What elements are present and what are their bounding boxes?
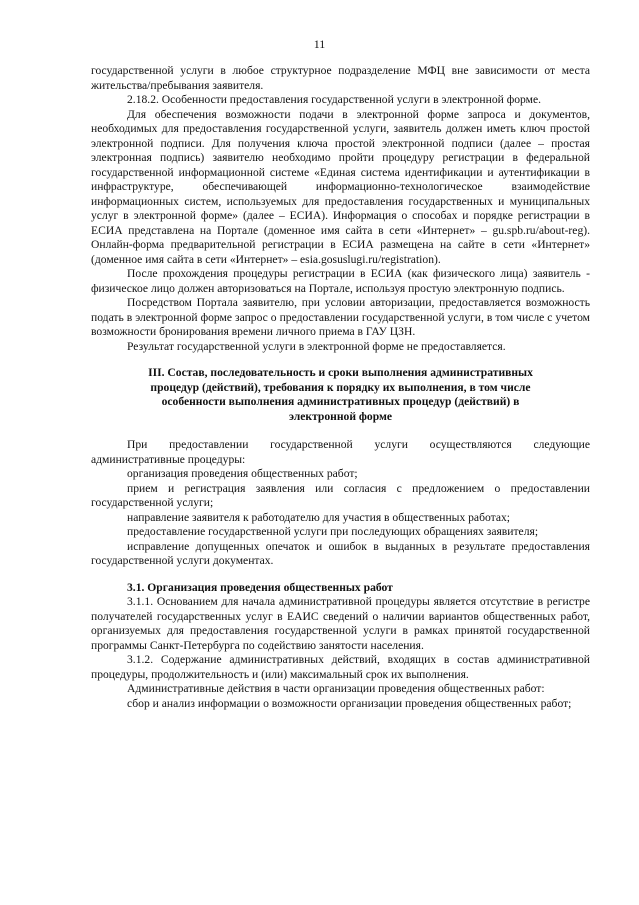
section-intro: При предоставлении государственной услуги осуществляются следующие административные процедуры: <box>91 438 590 466</box>
subsection-heading: 3.1. Организация проведения общественных работ <box>127 580 393 594</box>
list-item: направление заявителя к работодателю для участия в общественных работах; <box>127 510 510 524</box>
paragraph: Результат государственной услуги в электронной форме не предоставляется. <box>127 339 506 353</box>
paragraph: 3.1.1. Основанием для начала административной процедуры является отсутствие в регистре получателей государственных услуг в ЕАИС сведений о наличии вариантов общественных работ, организуемых для предоставления государственной услуги в рамках принятой государственной программы Санкт-Петербурга по содействию занятости населения. <box>91 595 590 652</box>
paragraph: Административные действия в части организации проведения общественных работ: <box>127 682 545 695</box>
list-item: предоставление государственной услуги при последующих обращениях заявителя; <box>127 525 539 538</box>
list-item: прием и регистрация заявления или согласия с предложением о предоставлении государственной услуги; <box>91 481 590 509</box>
page-number: 11 <box>313 37 326 51</box>
paragraph: Для обеспечения возможности подачи в электронной форме запроса и документов, необходимых для предоставления государственной услуги, заявитель должен иметь ключ простой электронной подписи. Для получения ключа простой электронной подписи (далее – простая электронная подпись) заявителю необходимо пройти процедуру регистрации в федеральной государственной информационной системе «Единая система идентификации и аутентификации в инфраструктуре, обеспечивающей информационно-технологическое взаимодействие информационных систем, используемых для предоставления государственных и муниципальных услуг в электронной форме» (далее – ЕСИА). Информация о способах и порядке регистрации в ЕСИА представлена на Портале (доменное имя сайта в сети «Интернет» – gu.spb.ru/about-reg). Онлайн-форма предварительной регистрации в ЕСИА размещена на сайте в сети «Интернет» (доменное имя сайта в сети «Интернет» – esia.gosuslugi.ru/registration). <box>91 107 590 266</box>
paragraph: Посредством Портала заявителю, при условии авторизации, предоставляется возможность подать в электронной форме запрос о предоставлении государственной услуги, в том числе с учетом возможности бронирования времени личного приема в ГАУ ЦЗН. <box>91 296 590 338</box>
section-heading: III. Состав, последовательность и сроки выполнения административных процедур (действий), требования к порядку их выполнения, в том числе особенности выполнения административных процедур (действий) в электронной форме <box>148 366 533 423</box>
list-item: организация проведения общественных работ; <box>127 467 358 480</box>
paragraph: 3.1.2. Содержание административных действий, входящих в состав административной процедуры, продолжительность и (или) максимальный срок их выполнения. <box>91 653 590 681</box>
list-item: исправление допущенных опечаток и ошибок в выданных в результате предоставления государственной услуги документах. <box>91 539 590 567</box>
paragraph: 2.18.2. Особенности предоставления государственной услуги в электронной форме. <box>127 93 542 106</box>
paragraph: После прохождения процедуры регистрации в ЕСИА (как физического лица) заявитель - физическое лицо должен авторизоваться на Портале, используя простую электронную подпись. <box>91 267 590 295</box>
paragraph: государственной услуги в любое структурное подразделение МФЦ вне зависимости от места жительства/пребывания заявителя. <box>91 64 590 92</box>
paragraph: сбор и анализ информации о возможности организации проведения общественных работ; <box>127 696 572 710</box>
document-body <box>91 64 590 711</box>
